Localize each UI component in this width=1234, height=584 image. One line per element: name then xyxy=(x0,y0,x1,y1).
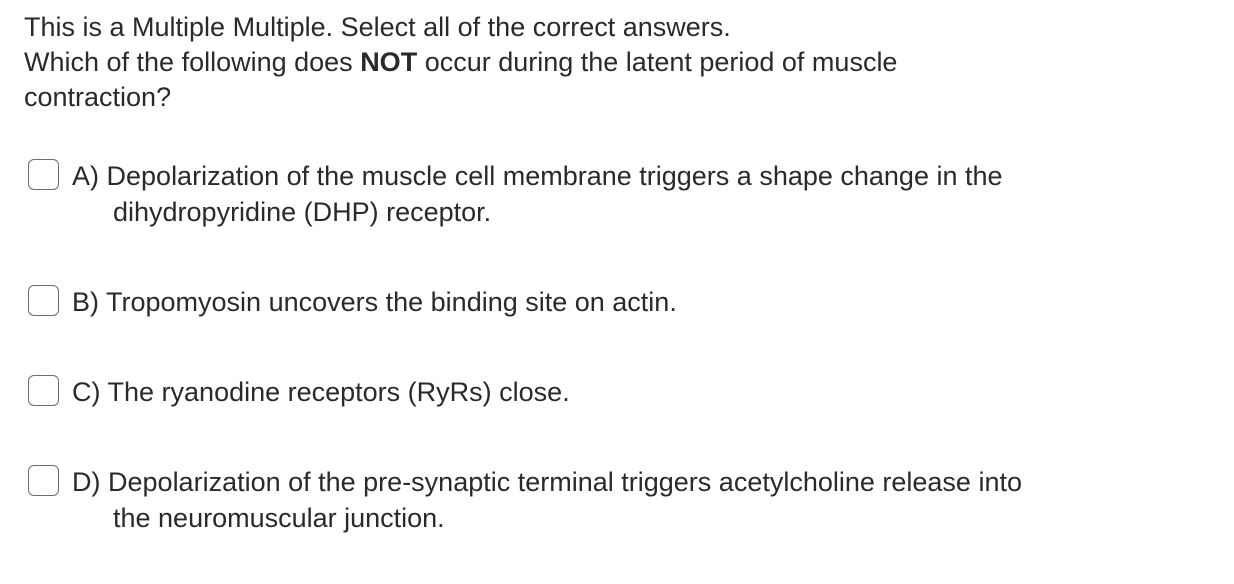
option-b-line1: Tropomyosin uncovers the binding site on actin. xyxy=(106,287,677,317)
checkbox-d[interactable] xyxy=(28,465,59,496)
option-letter-d: D) xyxy=(72,467,101,497)
answer-option-b[interactable] xyxy=(28,284,1208,320)
question-stem-line2: contraction? xyxy=(24,82,172,112)
header-divider xyxy=(24,128,1210,129)
option-letter-b: B) xyxy=(72,287,99,317)
checkbox-a[interactable] xyxy=(28,159,59,190)
question-instruction: This is a Multiple Multiple. Select all of the correct answers. xyxy=(24,12,731,42)
question-stem-emphasis: NOT xyxy=(360,47,418,77)
option-a-line2: dihydropyridine (DHP) receptor. xyxy=(113,197,492,227)
question-stem xyxy=(24,45,1204,80)
question-header xyxy=(24,10,1204,115)
checkbox-c[interactable] xyxy=(28,375,59,406)
answer-option-c[interactable] xyxy=(28,374,1208,410)
option-d-line1: Depolarization of the pre-synaptic terminal triggers acetylcholine release into xyxy=(108,467,1022,497)
option-d-line2: the neuromuscular junction. xyxy=(113,503,445,533)
answer-option-b-text[interactable] xyxy=(72,284,677,320)
question-stem-before: Which of the following does xyxy=(24,47,361,77)
checkbox-b[interactable] xyxy=(28,285,59,316)
answer-option-c-text[interactable] xyxy=(72,374,570,410)
question-stem-after: occur during the latent period of muscle xyxy=(417,47,898,77)
option-letter-a: A) xyxy=(72,161,99,191)
option-letter-c: C) xyxy=(72,377,101,407)
answer-option-d-text[interactable] xyxy=(72,464,1022,536)
option-c-line1: The ryanodine receptors (RyRs) close. xyxy=(107,377,570,407)
answer-option-a-text[interactable] xyxy=(72,158,1003,230)
answer-option-d[interactable] xyxy=(28,464,1208,536)
answer-option-a[interactable] xyxy=(28,158,1208,230)
option-a-line1: Depolarization of the muscle cell membrane triggers a shape change in the xyxy=(106,161,1003,191)
